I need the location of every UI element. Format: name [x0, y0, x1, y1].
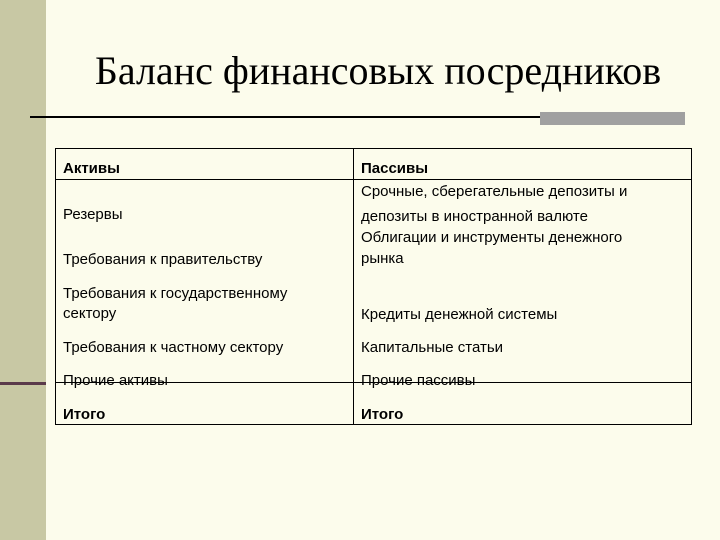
assets-total: Итого	[63, 406, 106, 423]
assets-reserves: Резервы	[63, 206, 123, 223]
liabilities-deposits-line1: Срочные, сберегательные депозиты и	[361, 183, 628, 200]
left-bar-accent-line	[0, 382, 46, 385]
assets-state-sector-line2: сектору	[63, 305, 117, 322]
liabilities-bonds-line1: Облигации и инструменты денежного	[361, 229, 623, 246]
liabilities-other: Прочие пассивы	[361, 372, 476, 389]
balance-table	[55, 148, 692, 425]
assets-header: Активы	[63, 160, 120, 177]
header-divider	[56, 179, 691, 180]
liabilities-capital: Капитальные статьи	[361, 339, 504, 356]
liabilities-monetary-credits: Кредиты денежной системы	[361, 306, 558, 323]
assets-gov-claims: Требования к правительству	[63, 251, 263, 268]
assets-private-sector: Требования к частному сектору	[63, 339, 284, 356]
left-decorative-bar	[0, 0, 46, 540]
liabilities-bonds-line2: рынка	[361, 250, 404, 267]
assets-state-sector-line1: Требования к государственному	[63, 285, 288, 302]
liabilities-header: Пассивы	[361, 160, 429, 177]
liabilities-deposits-line2: депозиты в иностранной валюте	[361, 208, 588, 225]
assets-other: Прочие активы	[63, 372, 168, 389]
slide-title: Баланс финансовых посредников	[94, 48, 662, 93]
title-underline-accent	[540, 112, 685, 125]
liabilities-total: Итого	[361, 406, 404, 423]
